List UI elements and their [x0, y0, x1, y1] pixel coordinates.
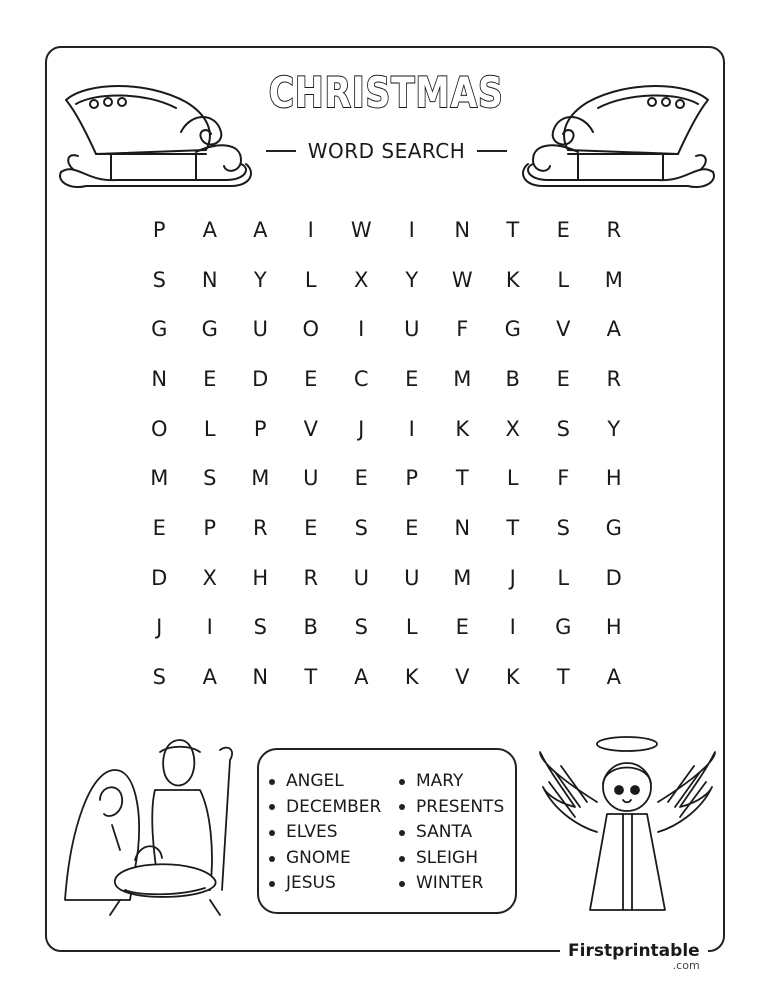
bullet-icon [269, 830, 275, 836]
grid-letter: L [506, 466, 519, 491]
grid-letter: H [605, 466, 622, 491]
bullet-icon [399, 856, 405, 862]
bullet-icon [399, 804, 405, 810]
grid-letter: W [451, 267, 473, 292]
bullet-icon [269, 779, 275, 785]
grid-letter: H [252, 565, 269, 590]
grid-letter: E [405, 515, 419, 540]
word-label: ELVES [286, 822, 338, 843]
grid-letter: P [405, 466, 419, 491]
grid-row [134, 404, 639, 454]
grid-letter: J [509, 565, 516, 590]
grid-letter: K [505, 665, 520, 690]
grid-row [134, 205, 639, 255]
grid-letter: E [304, 515, 318, 540]
subtitle-row [0, 139, 773, 163]
grid-letter: M [150, 466, 169, 491]
grid-letter: T [506, 515, 520, 540]
word-label: GNOME [286, 847, 351, 868]
grid-letter: V [303, 416, 318, 441]
bullet-icon [269, 804, 275, 810]
grid-letter: G [555, 615, 572, 640]
grid-row [134, 354, 639, 404]
grid-letter: M [251, 466, 270, 491]
word-label: SLEIGH [416, 847, 478, 868]
letter-grid [134, 205, 639, 702]
grid-letter: S [354, 615, 368, 640]
grid-letter: S [152, 665, 166, 690]
page-subtitle: WORD SEARCH [307, 139, 466, 163]
grid-letter: L [304, 267, 317, 292]
grid-row [134, 553, 639, 603]
word-list-item [399, 871, 504, 897]
word-label: SANTA [416, 822, 473, 843]
grid-letter: E [556, 366, 570, 391]
grid-letter: S [556, 515, 570, 540]
word-list-item [399, 769, 504, 795]
brand-logo [560, 941, 708, 971]
grid-letter: N [454, 217, 471, 242]
grid-letter: U [303, 466, 319, 491]
grid-letter: S [203, 466, 217, 491]
nativity-icon [60, 730, 240, 920]
grid-letter: G [605, 515, 622, 540]
grid-letter: K [505, 267, 520, 292]
word-list-item [269, 820, 381, 846]
grid-letter: G [151, 317, 168, 342]
grid-row [134, 255, 639, 305]
grid-letter: O [302, 317, 320, 342]
grid-letter: E [405, 366, 419, 391]
grid-letter: R [606, 366, 622, 391]
brand-domain: .com [672, 959, 700, 972]
grid-letter: E [152, 515, 166, 540]
grid-letter: S [556, 416, 570, 441]
word-list-right [399, 769, 504, 897]
grid-letter: V [455, 665, 470, 690]
grid-letter: V [556, 317, 571, 342]
bullet-icon [399, 779, 405, 785]
bullet-icon [399, 881, 405, 887]
grid-letter: P [152, 217, 166, 242]
grid-letter: F [557, 466, 570, 491]
grid-letter: X [354, 267, 369, 292]
grid-letter: T [304, 665, 318, 690]
grid-letter: C [353, 366, 369, 391]
grid-letter: I [408, 416, 415, 441]
grid-letter: E [455, 615, 469, 640]
grid-letter: U [404, 565, 420, 590]
grid-letter: K [455, 416, 470, 441]
word-list-left [269, 769, 381, 897]
grid-letter: I [358, 317, 365, 342]
grid-letter: I [307, 217, 314, 242]
word-list-item [399, 820, 504, 846]
grid-row [134, 453, 639, 503]
grid-letter: A [606, 665, 621, 690]
grid-letter: E [304, 366, 318, 391]
grid-letter: L [405, 615, 418, 640]
grid-letter: B [303, 615, 318, 640]
grid-letter: D [151, 565, 168, 590]
grid-letter: E [203, 366, 217, 391]
word-label: ANGEL [286, 771, 344, 791]
grid-letter: U [404, 317, 420, 342]
word-list-item [399, 795, 504, 821]
grid-letter: D [252, 366, 269, 391]
grid-letter: N [151, 366, 168, 391]
grid-row [134, 652, 639, 702]
grid-letter: S [152, 267, 166, 292]
grid-letter: X [202, 565, 217, 590]
grid-letter: O [150, 416, 168, 441]
grid-letter: E [354, 466, 368, 491]
grid-letter: G [504, 317, 521, 342]
bullet-icon [269, 856, 275, 862]
grid-letter: Y [607, 416, 621, 441]
grid-letter: J [156, 615, 163, 640]
bullet-icon [399, 830, 405, 836]
grid-letter: U [353, 565, 369, 590]
grid-letter: T [556, 665, 570, 690]
subtitle-rule-left [266, 150, 296, 152]
grid-letter: J [358, 416, 365, 441]
word-list-item [269, 846, 381, 872]
word-label: JESUS [286, 873, 336, 894]
grid-letter: A [253, 217, 268, 242]
grid-letter: S [354, 515, 368, 540]
grid-letter: L [557, 565, 570, 590]
grid-letter: D [605, 565, 622, 590]
page-title: CHRISTMAS [269, 68, 504, 117]
grid-letter: R [303, 565, 319, 590]
grid-letter: L [557, 267, 570, 292]
word-label: WINTER [416, 873, 484, 894]
grid-letter: S [253, 615, 267, 640]
grid-letter: M [453, 565, 472, 590]
grid-row [134, 603, 639, 653]
bullet-icon [269, 881, 275, 887]
grid-letter: A [606, 317, 621, 342]
angel-icon [535, 732, 720, 917]
grid-letter: A [202, 217, 217, 242]
grid-letter: B [505, 366, 520, 391]
grid-letter: L [203, 416, 216, 441]
brand-name: Firstprintable [568, 941, 700, 961]
grid-letter: R [252, 515, 268, 540]
grid-row [134, 304, 639, 354]
subtitle-rule-right [477, 150, 507, 152]
grid-letter: T [455, 466, 469, 491]
grid-letter: X [505, 416, 520, 441]
grid-letter: I [206, 615, 213, 640]
word-list-item [269, 769, 381, 795]
word-list-item [269, 871, 381, 897]
word-label: MARY [416, 771, 464, 791]
grid-letter: A [354, 665, 369, 690]
grid-letter: I [509, 615, 516, 640]
word-list-item [269, 795, 381, 821]
grid-letter: N [252, 665, 269, 690]
grid-letter: K [404, 665, 419, 690]
grid-letter: G [201, 317, 218, 342]
grid-letter: R [606, 217, 622, 242]
grid-letter: U [252, 317, 268, 342]
grid-letter: I [408, 217, 415, 242]
grid-letter: P [253, 416, 267, 441]
word-list-item [399, 846, 504, 872]
grid-letter: T [506, 217, 520, 242]
grid-letter: F [456, 317, 469, 342]
grid-letter: M [453, 366, 472, 391]
grid-letter: N [201, 267, 218, 292]
grid-letter: Y [253, 267, 267, 292]
grid-letter: P [203, 515, 217, 540]
grid-letter: Y [405, 267, 419, 292]
grid-letter: N [454, 515, 471, 540]
grid-letter: W [350, 217, 372, 242]
grid-row [134, 503, 639, 553]
grid-letter: A [202, 665, 217, 690]
word-label: PRESENTS [416, 796, 505, 817]
grid-letter: M [604, 267, 623, 292]
grid-letter: E [556, 217, 570, 242]
word-label: DECEMBER [286, 796, 382, 817]
grid-letter: H [605, 615, 622, 640]
word-list-box [257, 748, 517, 914]
